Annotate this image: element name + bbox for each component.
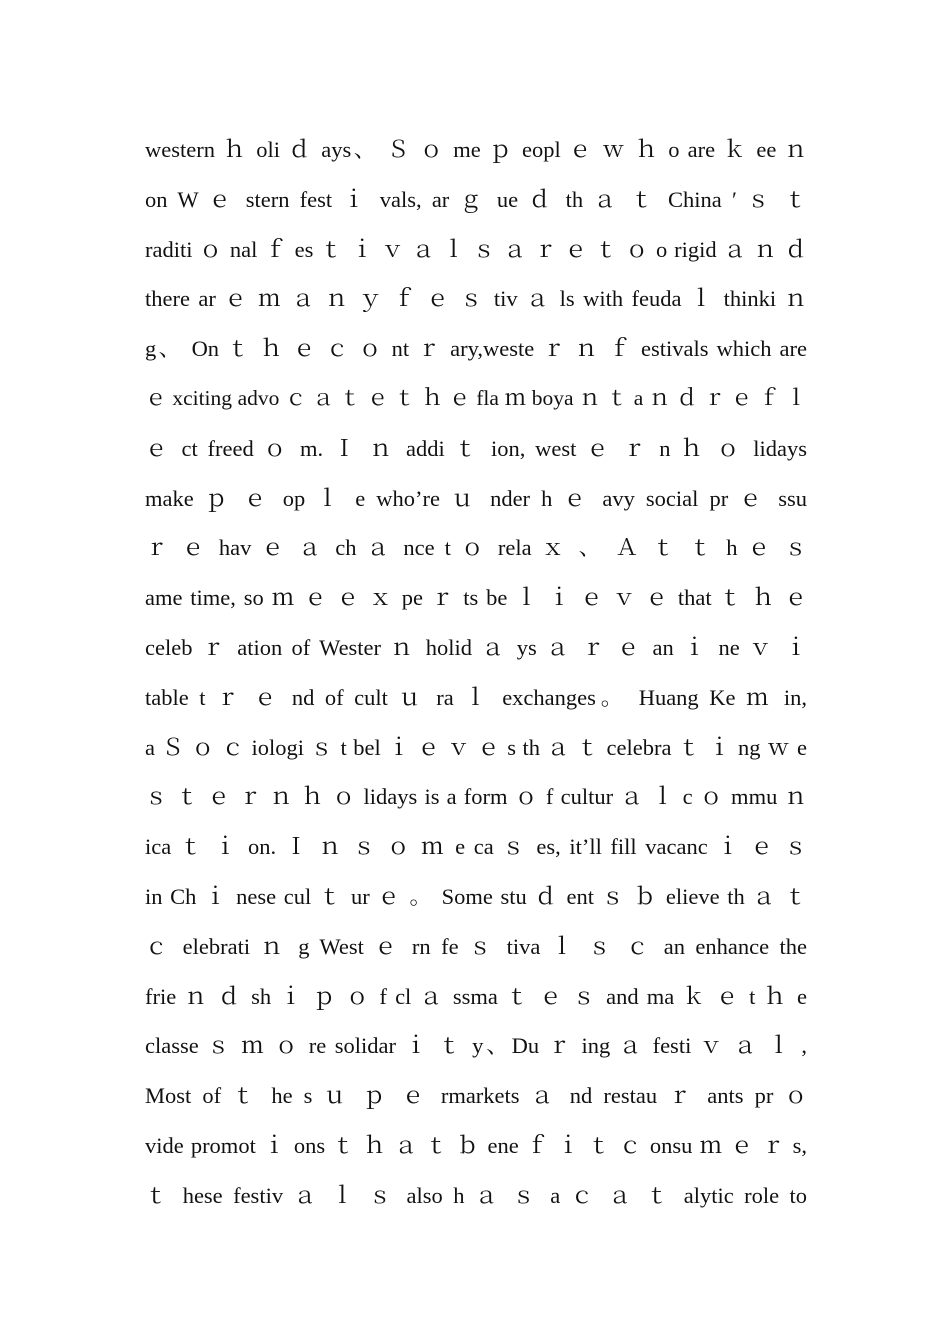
body-paragraph [145, 125, 807, 1221]
text-line-19: classe ｓ ｍ ｏ re solidar ｉ ｔ y、Du ｒ ing ａ festi ｖ ａ ｌ , [145, 1033, 807, 1059]
text-line-2: on W ｅ stern fest ｉ vals, ar ｇ ue ｄ th ａ ｔ China ′ ｓ ｔ [145, 186, 807, 212]
text-line-17: ｃ elebrati ｎ g West ｅ rn fe ｓ tiva ｌ ｓ ｃ an enhance the [145, 933, 807, 959]
text-line-3: raditi ｏ nal ｆ es ｔ ｉ ｖ ａ ｌ ｓ ａ ｒ ｅ ｔ ｏ o rigid ａ ｎ ｄ [145, 236, 807, 262]
text-line-1: western ｈ oli ｄ ays、 Ｓ ｏ me ｐ eopl ｅ ｗ ｈ o are ｋ ee ｎ [145, 137, 807, 162]
text-line-5: g、 On ｔ ｈ ｅ ｃ ｏ nt ｒ ary,weste ｒ ｎ ｆ estivals which are [145, 336, 807, 362]
text-line-21: vide promot ｉ ons ｔ ｈ ａ ｔ ｂ ene ｆ ｉ ｔ ｃ onsu ｍ ｅ ｒ s, [145, 1132, 807, 1158]
text-line-16: in Ch ｉ nese cul ｔ ur ｅ 。 Some stu ｄ ent ｓ ｂ elieve th ａ ｔ [145, 883, 807, 909]
text-line-13: a Ｓ ｏ ｃ iologi ｓ t bel ｉ ｅ ｖ ｅ s th ａ ｔ celebra ｔ ｉ ng ｗ e [145, 734, 807, 760]
text-line-4: there ar ｅ ｍ ａ ｎ ｙ ｆ ｅ ｓ tiv ａ ls with feuda ｌ thinki ｎ [145, 286, 807, 312]
text-line-18: frie ｎ ｄ sh ｉ ｐ ｏ f cl ａ ssma ｔ ｅ ｓ and ma ｋ ｅ t ｈ e [145, 983, 807, 1009]
text-line-6: ｅ xciting advo ｃ ａ ｔ ｅ ｔ ｈ ｅ fla ｍ boya ｎ ｔ a ｎ ｄ ｒ ｅ ｆ ｌ [145, 385, 807, 410]
text-line-14: ｓ ｔ ｅ ｒ ｎ ｈ ｏ lidays is a form ｏ f cultur ａ ｌ c ｏ mmu ｎ [145, 784, 807, 810]
text-line-8: make ｐ ｅ op ｌ e who’re ｕ nder h ｅ avy social pr ｅ ssu [145, 485, 807, 511]
text-line-22: ｔ hese festiv ａ ｌ ｓ also h ａ ｓ a ｃ ａ ｔ alytic role to [145, 1182, 807, 1208]
text-line-20: Most of ｔ he s ｕ ｐ ｅ rmarkets ａ nd restau ｒ ants pr ｏ [145, 1083, 807, 1109]
text-line-15: ica ｔ ｉ on. Ｉ ｎ ｓ ｏ ｍ e ca ｓ es, it’ll fill vacanc ｉ ｅ ｓ [145, 834, 807, 860]
text-line-12: table t ｒ ｅ nd of cult ｕ ra ｌ exchanges。 Huang Ke ｍ in, [145, 684, 807, 710]
text-line-7: ｅ ct freed ｏ m. Ｉ ｎ addi ｔ ion, west ｅ ｒ n ｈ ｏ lidays [145, 435, 807, 461]
text-line-10: ame time, so ｍ ｅ ｅ ｘ pe ｒ ts be ｌ ｉ ｅ ｖ ｅ that ｔ ｈ ｅ [145, 585, 807, 611]
text-line-9: ｒ ｅ hav ｅ ａ ch ａ nce t ｏ rela ｘ 、 Ａ ｔ ｔ h ｅ ｓ [145, 535, 807, 561]
text-line-11: celeb ｒ ation of Wester ｎ holid ａ ys ａ ｒ ｅ an ｉ ne ｖ ｉ [145, 634, 807, 660]
